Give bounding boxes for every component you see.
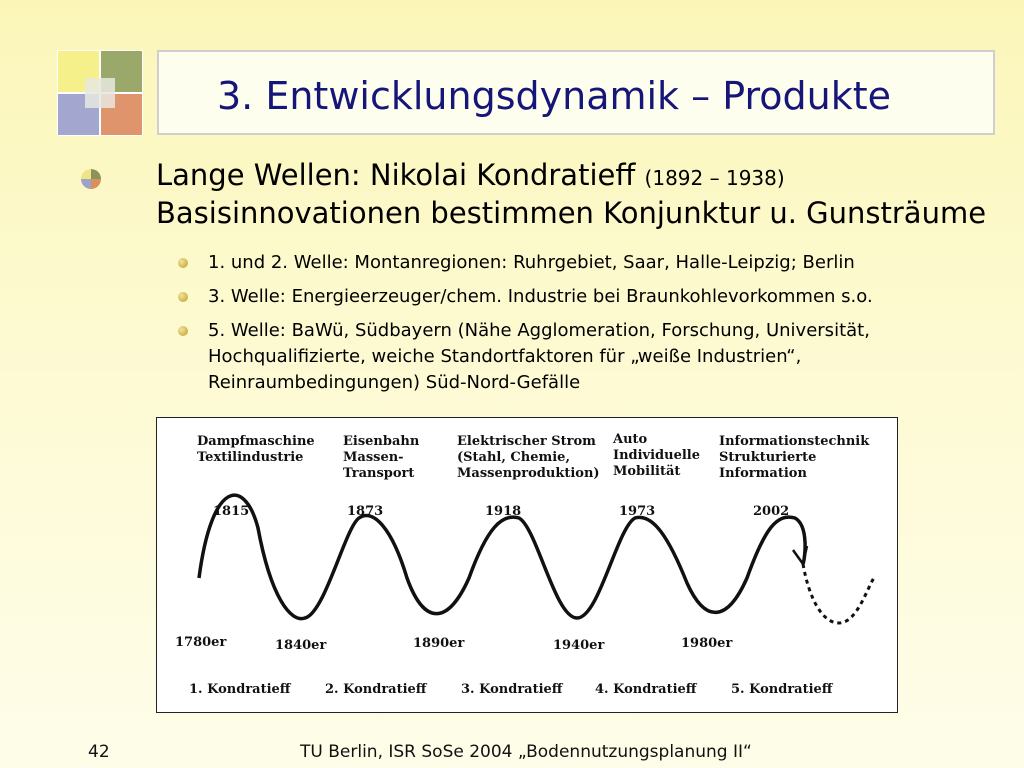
wave-name-label: 4. Kondratieff	[595, 682, 697, 697]
bullet-item	[208, 284, 873, 310]
peak-year-label: 1815	[213, 504, 250, 519]
bullet-line: 5. Welle: BaWü, Südbayern (Nähe Agglomeration, Forschung, Universität,	[208, 320, 870, 341]
peak-year-label: 2002	[753, 504, 790, 519]
heading-line1: Lange Wellen: Nikolai Kondratieff	[156, 158, 636, 192]
wave-name-label: 5. Kondratieff	[731, 682, 833, 697]
footer-text: TU Berlin, ISR SoSe 2004 „Bodennutzungsplanung II“	[300, 742, 752, 762]
wave-name-label: 2. Kondratieff	[325, 682, 427, 697]
trough-year-label: 1780er	[175, 635, 227, 650]
trough-year-label: 1840er	[275, 638, 327, 653]
svg-text:5. Kondratieff	[731, 682, 834, 697]
svg-text:Massen-	[343, 450, 404, 465]
heading-years: (1892 – 1938)	[644, 166, 785, 190]
trough-year-label: 1890er	[413, 636, 465, 651]
bullet-line: Hochqualifizierte, weiche Standortfaktoren für „weiße Industrien“,	[208, 346, 802, 367]
svg-text:1873	[347, 504, 383, 519]
peak-year-label: 1918	[485, 504, 522, 519]
title-box	[157, 50, 995, 135]
wave-name-label: 3. Kondratieff	[461, 682, 563, 697]
svg-text:1980er	[681, 636, 732, 651]
svg-text:3. Kondratieff	[461, 682, 564, 697]
svg-text:1840er	[275, 638, 326, 653]
kondratieff-wave-diagram	[157, 418, 899, 714]
trough-year-label: 1980er	[681, 636, 733, 651]
page-number: 42	[88, 742, 110, 762]
wave-dotted-line	[803, 564, 875, 623]
bullet-dot-icon	[178, 292, 188, 302]
innovation-text: Mobilität	[613, 464, 681, 479]
bullet-dot-icon	[178, 326, 188, 336]
svg-text:Informationstechnik	[719, 434, 870, 449]
svg-text:2. Kondratieff	[325, 682, 428, 697]
slide-title: 3. Entwicklungsdynamik – Produkte	[217, 74, 891, 118]
bullet-line: 1. und 2. Welle: Montanregionen: Ruhrgebiet, Saar, Halle-Leipzig; Berlin	[208, 252, 855, 273]
bullet-line: 3. Welle: Energieerzeuger/chem. Industrie bei Braunkohlevorkommen s.o.	[208, 286, 873, 307]
svg-text:Dampfmaschine	[197, 434, 315, 449]
svg-text:Auto	[612, 432, 648, 447]
svg-text:2002	[753, 504, 789, 519]
innovation-text: Massen-	[343, 450, 404, 465]
wave-name-label: 1. Kondratieff	[189, 682, 291, 697]
bullet-line: Reinraumbedingungen) Süd-Nord-Gefälle	[208, 372, 581, 393]
bullet-item	[208, 318, 873, 396]
innovation-text: Informationstechnik	[719, 434, 870, 449]
svg-text:Individuelle	[613, 448, 700, 463]
innovation-text: Textilindustrie	[197, 450, 304, 465]
svg-text:Textilindustrie	[197, 450, 303, 465]
peak-year-label: 1873	[347, 504, 384, 519]
kondratieff-figure	[156, 417, 898, 713]
svg-text:Information	[719, 466, 807, 481]
svg-text:1940er	[553, 638, 604, 653]
innovation-text: (Stahl, Chemie,	[457, 450, 570, 465]
svg-text:1890er	[413, 636, 464, 651]
svg-text:1973	[619, 504, 655, 519]
svg-text:Strukturierte	[719, 450, 816, 465]
svg-text:1815	[213, 504, 249, 519]
svg-text:Massenproduktion)	[457, 466, 600, 481]
innovation-text: Strukturierte	[719, 450, 817, 465]
svg-text:Transport	[343, 466, 414, 481]
svg-text:1. Kondratieff	[189, 682, 292, 697]
svg-text:1780er	[175, 635, 226, 650]
svg-text:Mobilität	[613, 464, 680, 479]
svg-text:Elektrischer Strom	[457, 434, 596, 449]
innovation-text: Massenproduktion)	[457, 466, 600, 481]
trough-year-label: 1940er	[553, 638, 605, 653]
peak-year-label: 1973	[619, 504, 656, 519]
innovation-text: Information	[719, 466, 807, 481]
innovation-text: Dampfmaschine	[197, 434, 315, 449]
innovation-text: Elektrischer Strom	[457, 434, 596, 449]
svg-text:(Stahl, Chemie,	[457, 450, 570, 465]
bullet-item	[208, 250, 873, 276]
svg-text:4. Kondratieff	[595, 682, 698, 697]
heading-line2: Basisinnovationen bestimmen Konjunktur u. Gunsträume	[156, 196, 987, 230]
innovation-text: Eisenbahn	[343, 434, 420, 449]
logo-squares	[57, 50, 143, 136]
main-heading	[156, 158, 986, 231]
svg-text:1918	[485, 504, 521, 519]
bullet-list	[208, 250, 873, 404]
innovation-text: Auto	[613, 432, 648, 447]
innovation-text: Transport	[343, 466, 415, 481]
innovation-text: Individuelle	[613, 448, 701, 463]
bullet-dot-icon	[178, 258, 188, 268]
svg-text:Eisenbahn	[343, 434, 420, 449]
quadrant-bullet-icon	[80, 168, 102, 190]
